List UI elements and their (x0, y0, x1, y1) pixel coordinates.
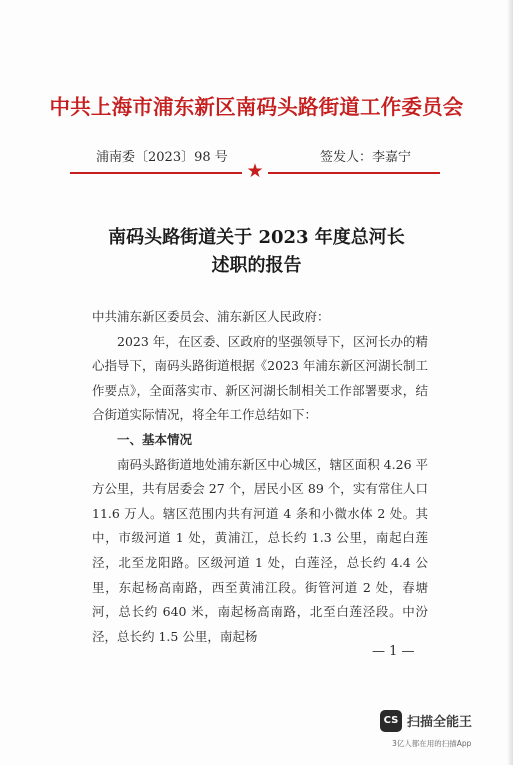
document-number: 浦南委〔2023〕98 号 (96, 150, 228, 165)
organization-header: 中共上海市浦东新区南码头路街道工作委员会 (49, 95, 464, 119)
camscanner-logo-icon: CS (380, 710, 402, 732)
title-line-1: 南码头路街道关于 2023 年度总河长 (108, 227, 405, 248)
page-number: — 1 — (372, 644, 415, 659)
signer-label: 签发人：李嘉宁 (319, 150, 411, 165)
scanner-app-name: 扫描全能王 (407, 715, 473, 730)
section-heading-basic-info: 一、基本情况 (117, 431, 193, 447)
basic-info-paragraph: 南码头路街道地处浦东新区中心城区，辖区面积 4.26 平方公里，共有居委会 27 个，居民小区 89 个，实有常住人口 11.6 万人。辖区范围内共有河道 4 条和小微水体 2 处。其中，市级河道 1 处，黄浦江，总长约 1.3 公里，南起白莲泾，北至龙阳路。区级河道 1 处，白莲泾，总长约 4.4 公里，东起杨高南路，西至黄浦江段。街管河道 2 处，春塘河，总长约 640 米，南起杨高南路，北至白莲泾段。中汾泾，总长约 1.5 公里，南起杨 (92, 456, 428, 644)
red-star-icon: ★ (246, 160, 264, 182)
intro-paragraph: 2023 年，在区委、区政府的坚强领导下，区河长办的精心指导下，南码头路街道根据《2023 年浦东新区河湖长制工作要点》，全面落实市、新区河湖长制相关工作部署要求，结合街道实际情况，将全年工作总结如下： (92, 333, 428, 423)
red-divider-left (70, 172, 242, 174)
title-line-2: 述职的报告 (211, 255, 302, 276)
document-body (92, 305, 428, 649)
red-divider-right (268, 172, 440, 174)
scanner-app-watermark (380, 710, 510, 754)
document-title (60, 224, 453, 280)
salutation: 中共浦东新区委员会、浦东新区人民政府： (92, 309, 330, 324)
scanner-app-tagline: 3亿人都在用的扫描App (392, 739, 472, 748)
